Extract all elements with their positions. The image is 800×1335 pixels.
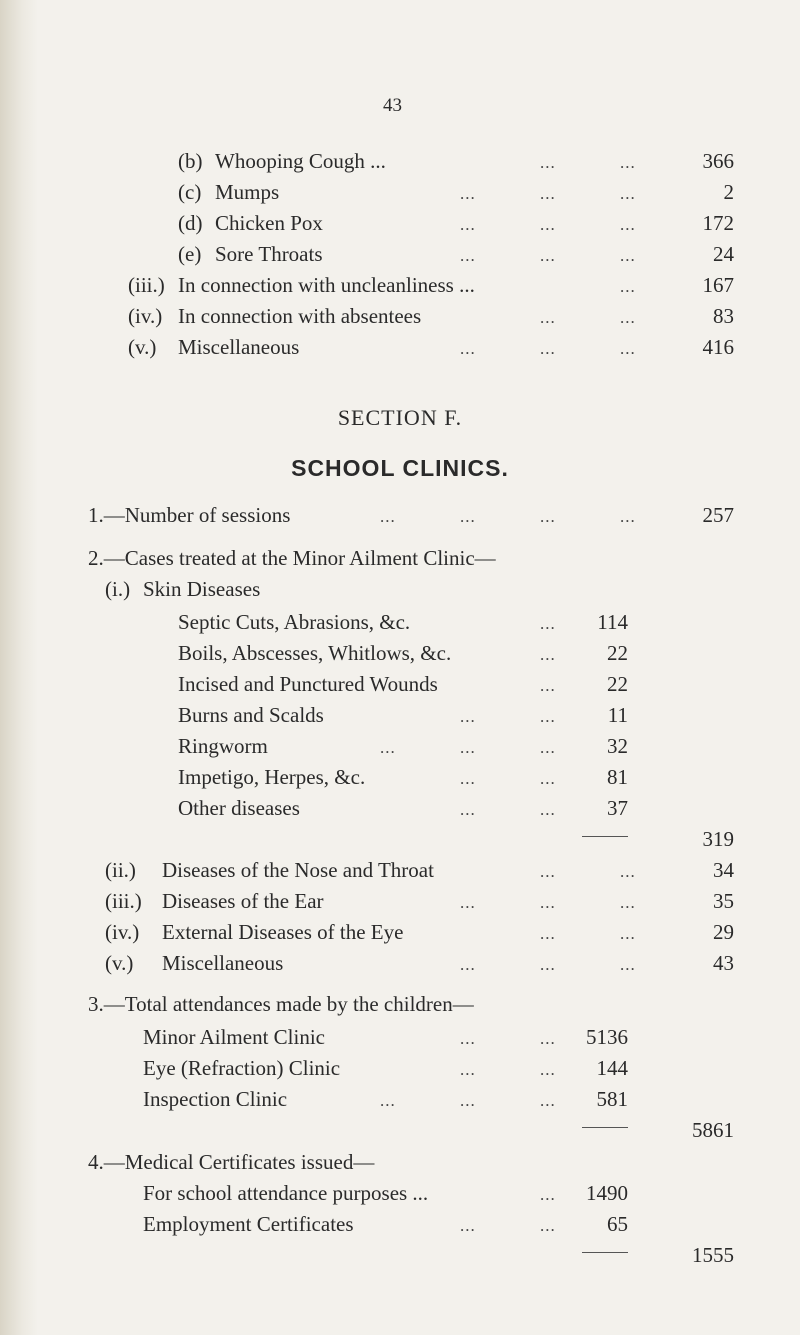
leader-dots: ...	[380, 1091, 396, 1110]
leader-dots: ...	[540, 184, 556, 203]
leader-dots: ...	[620, 246, 636, 265]
list-label: In connection with absentees	[178, 304, 422, 328]
page-edge-shadow	[0, 0, 38, 1335]
leader-dots: ...	[460, 707, 476, 726]
skin-total: 319	[702, 827, 734, 851]
skin-row-label: Boils, Abscesses, Whitlows, &c.	[178, 641, 452, 665]
list-value: 172	[702, 211, 734, 235]
leader-dots: ...	[460, 507, 476, 526]
attendance-label: Inspection Clinic	[143, 1087, 288, 1111]
leader-dots: ...	[620, 862, 636, 881]
skin-row-value: 22	[607, 672, 628, 696]
attendance-value: 5136	[586, 1025, 628, 1049]
leader-dots: ...	[540, 1060, 556, 1079]
other-marker: (ii.)	[105, 858, 136, 882]
leader-dots: ...	[460, 1029, 476, 1048]
item1-label: 1.—Number of sessions	[88, 503, 291, 527]
leader-dots: ...	[540, 1216, 556, 1235]
other-label: Diseases of the Nose and Throat	[162, 858, 434, 882]
leader-dots: ...	[620, 507, 636, 526]
list-marker: (b)	[178, 149, 203, 173]
leader-dots: ...	[540, 507, 556, 526]
leader-dots: ...	[460, 215, 476, 234]
leader-dots: ...	[620, 308, 636, 327]
leader-dots: ...	[460, 769, 476, 788]
other-label: External Diseases of the Eye	[162, 920, 404, 944]
other-label: Diseases of the Ear	[162, 889, 324, 913]
leader-dots: ...	[540, 676, 556, 695]
skin-row-label: Impetigo, Herpes, &c.	[178, 765, 366, 789]
skin-row-value: 114	[597, 610, 628, 634]
leader-dots: ...	[380, 507, 396, 526]
list-marker: (iv.)	[128, 304, 163, 328]
attendance-value: 581	[596, 1087, 628, 1111]
skin-row-value: 81	[607, 765, 628, 789]
list-value: 366	[702, 149, 734, 173]
list-label: Mumps	[215, 180, 280, 204]
skin-row-label: Septic Cuts, Abrasions, &c.	[178, 610, 411, 634]
other-marker: (v.)	[105, 951, 134, 975]
leader-dots: ...	[620, 893, 636, 912]
other-value: 43	[713, 951, 734, 975]
leader-dots: ...	[540, 955, 556, 974]
leader-dots: ...	[380, 738, 396, 757]
skin-row-value: 37	[607, 796, 628, 820]
leader-dots: ...	[540, 153, 556, 172]
item2-heading: 2.—Cases treated at the Minor Ailment Clinic—	[88, 546, 496, 570]
leader-dots: ...	[540, 614, 556, 633]
item1-value: 257	[702, 503, 734, 527]
certificate-value: 65	[607, 1212, 628, 1236]
list-label: Chicken Pox	[215, 211, 323, 235]
leader-dots: ...	[620, 924, 636, 943]
leader-dots: ...	[620, 339, 636, 358]
leader-dots: ...	[540, 215, 556, 234]
leader-dots: ...	[620, 955, 636, 974]
leader-dots: ...	[460, 955, 476, 974]
skin-row-value: 22	[607, 641, 628, 665]
list-value: 2	[723, 180, 734, 204]
other-marker: (iv.)	[105, 920, 140, 944]
leader-dots: ...	[540, 707, 556, 726]
list-label: Miscellaneous	[178, 335, 300, 359]
leader-dots: ...	[540, 1029, 556, 1048]
leader-dots: ...	[540, 339, 556, 358]
other-value: 35	[713, 889, 734, 913]
subtotal-rule	[582, 1252, 628, 1253]
leader-dots: ...	[540, 893, 556, 912]
skin-row-value: 32	[607, 734, 628, 758]
leader-dots: ...	[460, 184, 476, 203]
section-subtitle: SCHOOL CLINICS.	[291, 455, 509, 481]
list-value: 167	[702, 273, 734, 297]
leader-dots: ...	[460, 1060, 476, 1079]
leader-dots: ...	[540, 862, 556, 881]
other-value: 34	[713, 858, 734, 882]
leader-dots: ...	[540, 1091, 556, 1110]
list-label: Whooping Cough ...	[215, 149, 386, 173]
leader-dots: ...	[540, 769, 556, 788]
attendance-label: Minor Ailment Clinic	[143, 1025, 325, 1049]
leader-dots: ...	[620, 277, 636, 296]
skin-row-value: 11	[607, 703, 628, 727]
attendance-label: Eye (Refraction) Clinic	[143, 1056, 341, 1080]
leader-dots: ...	[460, 738, 476, 757]
list-value: 24	[713, 242, 734, 266]
other-value: 29	[713, 920, 734, 944]
leader-dots: ...	[540, 308, 556, 327]
leader-dots: ...	[540, 1185, 556, 1204]
leader-dots: ...	[460, 893, 476, 912]
leader-dots: ...	[540, 645, 556, 664]
skin-row-label: Burns and Scalds	[178, 703, 324, 727]
item4-heading: 4.—Medical Certificates issued—	[88, 1150, 375, 1174]
list-marker: (v.)	[128, 335, 157, 359]
skin-marker: (i.)	[105, 577, 131, 601]
leader-dots: ...	[620, 153, 636, 172]
leader-dots: ...	[540, 924, 556, 943]
other-marker: (iii.)	[105, 889, 142, 913]
list-marker: (d)	[178, 211, 203, 235]
certificate-label: For school attendance purposes ...	[143, 1181, 429, 1205]
leader-dots: ...	[460, 246, 476, 265]
list-marker: (c)	[178, 180, 202, 204]
skin-row-label: Incised and Punctured Wounds	[178, 672, 438, 696]
page-number: 43	[383, 95, 402, 116]
leader-dots: ...	[460, 339, 476, 358]
attendance-value: 144	[596, 1056, 628, 1080]
leader-dots: ...	[620, 184, 636, 203]
other-label: Miscellaneous	[162, 951, 284, 975]
subtotal-rule	[582, 1127, 628, 1128]
skin-row-label: Other diseases	[178, 796, 300, 820]
leader-dots: ...	[460, 800, 476, 819]
certificate-total: 1555	[692, 1243, 734, 1267]
list-marker: (iii.)	[128, 273, 165, 297]
item3-heading: 3.—Total attendances made by the children—	[88, 992, 474, 1016]
leader-dots: ...	[540, 246, 556, 265]
section-title: SECTION F.	[337, 405, 463, 430]
leader-dots: ...	[460, 1216, 476, 1235]
list-label: In connection with uncleanliness ...	[178, 273, 475, 297]
list-value: 83	[713, 304, 734, 328]
leader-dots: ...	[460, 1091, 476, 1110]
certificate-label: Employment Certificates	[143, 1212, 354, 1236]
subtotal-rule	[582, 836, 628, 837]
skin-row-label: Ringworm	[178, 734, 268, 758]
list-value: 416	[702, 335, 734, 359]
list-marker: (e)	[178, 242, 202, 266]
certificate-value: 1490	[586, 1181, 628, 1205]
leader-dots: ...	[540, 738, 556, 757]
leader-dots: ...	[540, 800, 556, 819]
leader-dots: ...	[620, 215, 636, 234]
list-label: Sore Throats	[215, 242, 323, 266]
skin-heading: Skin Diseases	[143, 577, 261, 601]
attendance-total: 5861	[692, 1118, 734, 1142]
